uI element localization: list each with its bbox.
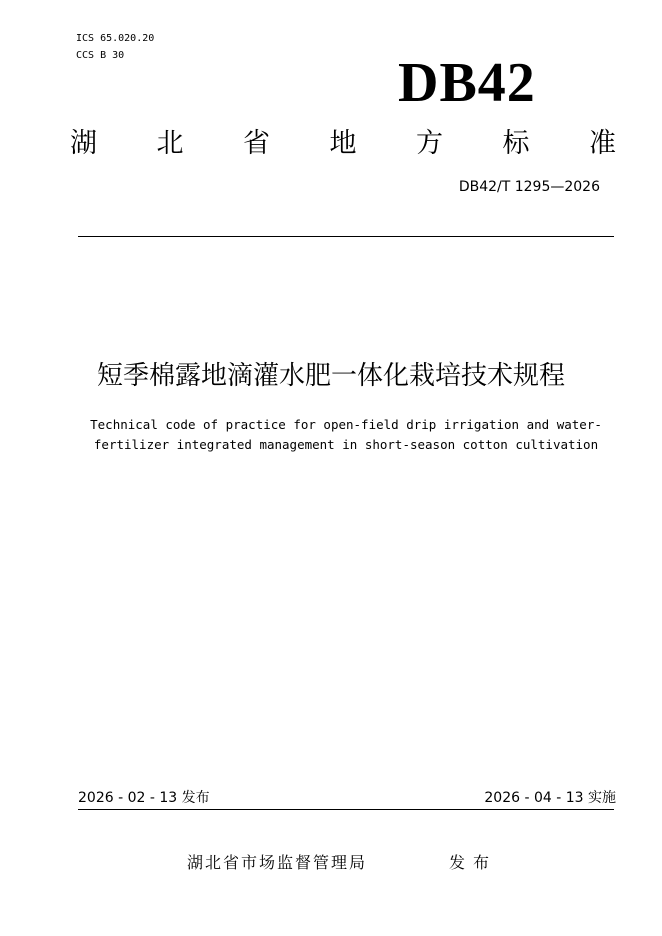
implementation-date: 2026 - 04 - 13 实施: [484, 790, 616, 806]
document-title-zh: 短季棉露地滴灌水肥一体化栽培技术规程: [96, 361, 565, 391]
standard-type-char: 方: [416, 128, 443, 159]
standard-type-heading: [70, 124, 616, 164]
standard-type-char: 地: [329, 128, 357, 159]
standard-type-char: 准: [589, 128, 616, 159]
standard-code-logo: DB42: [398, 52, 536, 114]
standard-type-char: 湖: [70, 128, 97, 159]
bottom-divider: [78, 809, 614, 810]
standard-number: DB42/T 1295—2026: [458, 179, 600, 195]
document-title-en: Technical code of practice for open-field drip irrigation and water-fertilizer integrated management in short-season cotton cultivation: [90, 417, 602, 452]
issue-date: 2026 - 02 - 13 发布: [78, 790, 210, 806]
ccs-code: CCS B 30: [76, 50, 125, 61]
standard-type-char: 省: [243, 128, 270, 159]
top-divider: [78, 236, 614, 237]
ics-code: ICS 65.020.20: [76, 33, 155, 44]
issue-label: 发布: [449, 853, 498, 872]
issuing-authority: 湖北省市场监督管理局: [187, 853, 368, 872]
standard-type-char: 标: [502, 128, 530, 159]
standard-type-char: 北: [156, 128, 184, 159]
